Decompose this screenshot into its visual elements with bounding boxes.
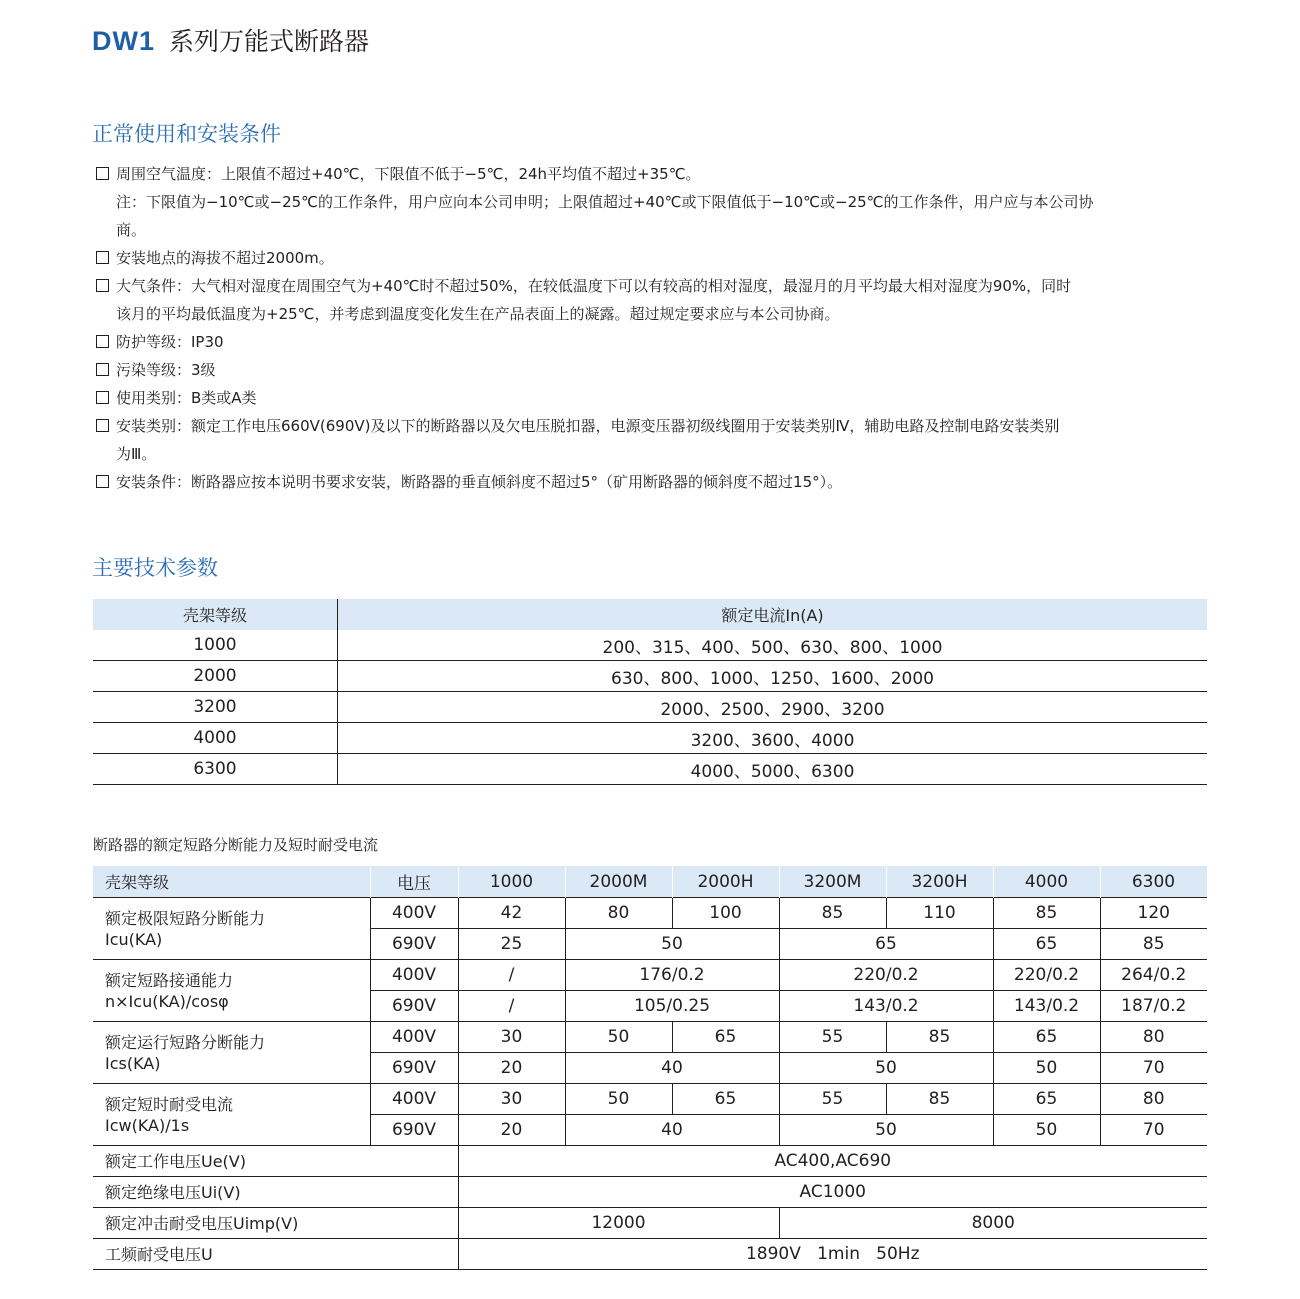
condition-install: 安装条件：断路器应按本说明书要求安装，断路器的垂直倾斜度不超过5°（矿用断路器的倾斜度不超过15°）。 — [96, 468, 1211, 496]
voltage-cell: 690V — [370, 929, 458, 960]
icu-label: 额定极限短路分断能力 Icu(KA) — [93, 898, 370, 960]
frame-cell: 3200 — [93, 692, 338, 723]
current-cell: 630、800、1000、1250、1600、2000 — [338, 661, 1208, 692]
current-cell: 4000、5000、6300 — [338, 754, 1208, 785]
header-2000h: 2000H — [672, 866, 779, 898]
value-cell: 70 — [1100, 1115, 1207, 1146]
uimp-label: 额定冲击耐受电压Uimp(V) — [93, 1208, 458, 1239]
table-row — [93, 1239, 1207, 1270]
voltage-cell: 400V — [370, 1084, 458, 1115]
table-row — [93, 960, 1207, 991]
value-cell: 30 — [458, 1022, 565, 1053]
value-cell: 100 — [672, 898, 779, 929]
table-row — [93, 1084, 1207, 1115]
value-cell: 187/0.2 — [1100, 991, 1207, 1022]
product-name: 系列万能式断路器 — [169, 27, 370, 56]
value-cell: 220/0.2 — [779, 960, 993, 991]
ui-label: 额定绝缘电压Ui(V) — [93, 1177, 458, 1208]
table-row — [93, 1208, 1207, 1239]
table-row — [93, 661, 1207, 692]
value-cell: / — [458, 991, 565, 1022]
condition-install-category: 安装类别：额定工作电压660V(690V)及以下的断路器以及欠电压脱扣器，电源变压器初级线圈用于安装类别Ⅳ，辅助电路及控制电路安装类别 — [96, 412, 1211, 440]
uimp-value-a: 12000 — [458, 1208, 779, 1239]
frame-current-table — [93, 599, 1207, 785]
condition-usage: 使用类别：B类或A类 — [96, 384, 1211, 412]
value-cell: 80 — [565, 898, 672, 929]
value-cell: 50 — [565, 1022, 672, 1053]
value-cell: 70 — [1100, 1053, 1207, 1084]
value-cell: 55 — [779, 1084, 886, 1115]
breaking-capacity-table — [93, 866, 1208, 1270]
frame-cell: 2000 — [93, 661, 338, 692]
condition-atmosphere: 大气条件：大气相对湿度在周围空气为+40℃时不超过50%，在较低温度下可以有较高的相对湿度，最湿月的月平均最大相对湿度为90%，同时 — [96, 272, 1211, 300]
checkbox-icon — [96, 391, 109, 404]
u-label: 工频耐受电压U — [93, 1239, 458, 1270]
temperature-note: 注：下限值为−10℃或−25℃的工作条件，用户应向本公司申明；上限值超过+40℃或下限值低于−10℃或−25℃的工作条件，用户应与本公司协 — [116, 193, 1094, 211]
value-cell: 40 — [565, 1053, 779, 1084]
condition-pollution: 污染等级：3级 — [96, 356, 1211, 384]
value-cell: 50 — [993, 1115, 1100, 1146]
condition-atmosphere-cont: 该月的平均最低温度为+25℃，并考虑到温度变化发生在产品表面上的凝露。超过规定要求应与本公司协商。 — [116, 305, 840, 323]
voltage-cell: 400V — [370, 1022, 458, 1053]
current-cell: 2000、2500、2900、3200 — [338, 692, 1208, 723]
ics-label: 额定运行短路分断能力 Ics(KA) — [93, 1022, 370, 1084]
header-2000m: 2000M — [565, 866, 672, 898]
ue-value: AC400,AC690 — [458, 1146, 1207, 1177]
header-3200h: 3200H — [886, 866, 993, 898]
table-row — [93, 898, 1207, 929]
conditions-heading: 正常使用和安装条件 — [92, 122, 281, 146]
table-row — [93, 692, 1207, 723]
voltage-cell: 690V — [370, 1053, 458, 1084]
value-cell: 42 — [458, 898, 565, 929]
frame-cell: 1000 — [93, 630, 338, 661]
header-4000: 4000 — [993, 866, 1100, 898]
table-row — [93, 754, 1207, 785]
condition-install-category-cont: 为Ⅲ。 — [116, 445, 157, 463]
value-cell: 120 — [1100, 898, 1207, 929]
value-cell: 110 — [886, 898, 993, 929]
header-3200m: 3200M — [779, 866, 886, 898]
value-cell: 50 — [565, 1084, 672, 1115]
current-cell: 200、315、400、500、630、800、1000 — [338, 630, 1208, 661]
value-cell: 65 — [672, 1022, 779, 1053]
value-cell: 50 — [993, 1053, 1100, 1084]
value-cell: 85 — [993, 898, 1100, 929]
header-frame: 壳架等级 — [93, 599, 338, 630]
temperature-note-cont: 商。 — [116, 221, 147, 239]
checkbox-icon — [96, 251, 109, 264]
value-cell: 50 — [779, 1053, 993, 1084]
model-code: DW1 — [92, 26, 155, 56]
value-cell: 80 — [1100, 1084, 1207, 1115]
value-cell: 220/0.2 — [993, 960, 1100, 991]
uimp-value-b: 8000 — [779, 1208, 1207, 1239]
checkbox-icon — [96, 363, 109, 376]
table-row — [93, 1146, 1207, 1177]
value-cell: 264/0.2 — [1100, 960, 1207, 991]
value-cell: 25 — [458, 929, 565, 960]
icw-label: 额定短时耐受电流 Icw(KA)/1s — [93, 1084, 370, 1146]
value-cell: 20 — [458, 1115, 565, 1146]
value-cell: 176/0.2 — [565, 960, 779, 991]
current-cell: 3200、3600、4000 — [338, 723, 1208, 754]
value-cell: 55 — [779, 1022, 886, 1053]
header-rated-current: 额定电流In(A) — [338, 599, 1208, 630]
condition-temperature: 周围空气温度：上限值不超过+40℃，下限值不低于−5℃，24h平均值不超过+35℃。 — [96, 160, 1211, 188]
value-cell: 40 — [565, 1115, 779, 1146]
value-cell: 20 — [458, 1053, 565, 1084]
checkbox-icon — [96, 279, 109, 292]
value-cell: 85 — [886, 1084, 993, 1115]
u-value: 1890V 1min 50Hz — [458, 1239, 1207, 1270]
value-cell: 65 — [672, 1084, 779, 1115]
table-header-row — [93, 599, 1207, 630]
value-cell: 85 — [779, 898, 886, 929]
value-cell: 143/0.2 — [993, 991, 1100, 1022]
voltage-cell: 400V — [370, 898, 458, 929]
table-header-row — [93, 866, 1207, 898]
voltage-cell: 690V — [370, 991, 458, 1022]
frame-cell: 4000 — [93, 723, 338, 754]
ui-value: AC1000 — [458, 1177, 1207, 1208]
ue-label: 额定工作电压Ue(V) — [93, 1146, 458, 1177]
params-heading: 主要技术参数 — [92, 556, 218, 580]
page-title — [92, 22, 369, 58]
value-cell: 85 — [1100, 929, 1207, 960]
table-row — [93, 1022, 1207, 1053]
table-row — [93, 630, 1207, 661]
value-cell: 65 — [779, 929, 993, 960]
value-cell: 65 — [993, 1084, 1100, 1115]
voltage-cell: 400V — [370, 960, 458, 991]
breaking-table-caption: 断路器的额定短路分断能力及短时耐受电流 — [93, 836, 379, 854]
checkbox-icon — [96, 475, 109, 488]
header-voltage: 电压 — [370, 866, 458, 898]
value-cell: 80 — [1100, 1022, 1207, 1053]
value-cell: 105/0.25 — [565, 991, 779, 1022]
header-6300: 6300 — [1100, 866, 1207, 898]
value-cell: 65 — [993, 1022, 1100, 1053]
value-cell: 85 — [886, 1022, 993, 1053]
voltage-cell: 690V — [370, 1115, 458, 1146]
checkbox-icon — [96, 335, 109, 348]
value-cell: / — [458, 960, 565, 991]
checkbox-icon — [96, 419, 109, 432]
value-cell: 50 — [565, 929, 779, 960]
conditions-list — [96, 160, 1211, 496]
making-label: 额定短路接通能力 n×Icu(KA)/cosφ — [93, 960, 370, 1022]
checkbox-icon — [96, 167, 109, 180]
header-1000: 1000 — [458, 866, 565, 898]
table-row — [93, 1177, 1207, 1208]
header-frame: 壳架等级 — [93, 866, 370, 898]
value-cell: 65 — [993, 929, 1100, 960]
table-row — [93, 723, 1207, 754]
frame-cell: 6300 — [93, 754, 338, 785]
value-cell: 30 — [458, 1084, 565, 1115]
value-cell: 143/0.2 — [779, 991, 993, 1022]
value-cell: 50 — [779, 1115, 993, 1146]
condition-protection: 防护等级：IP30 — [96, 328, 1211, 356]
condition-altitude: 安装地点的海拔不超过2000m。 — [96, 244, 1211, 272]
